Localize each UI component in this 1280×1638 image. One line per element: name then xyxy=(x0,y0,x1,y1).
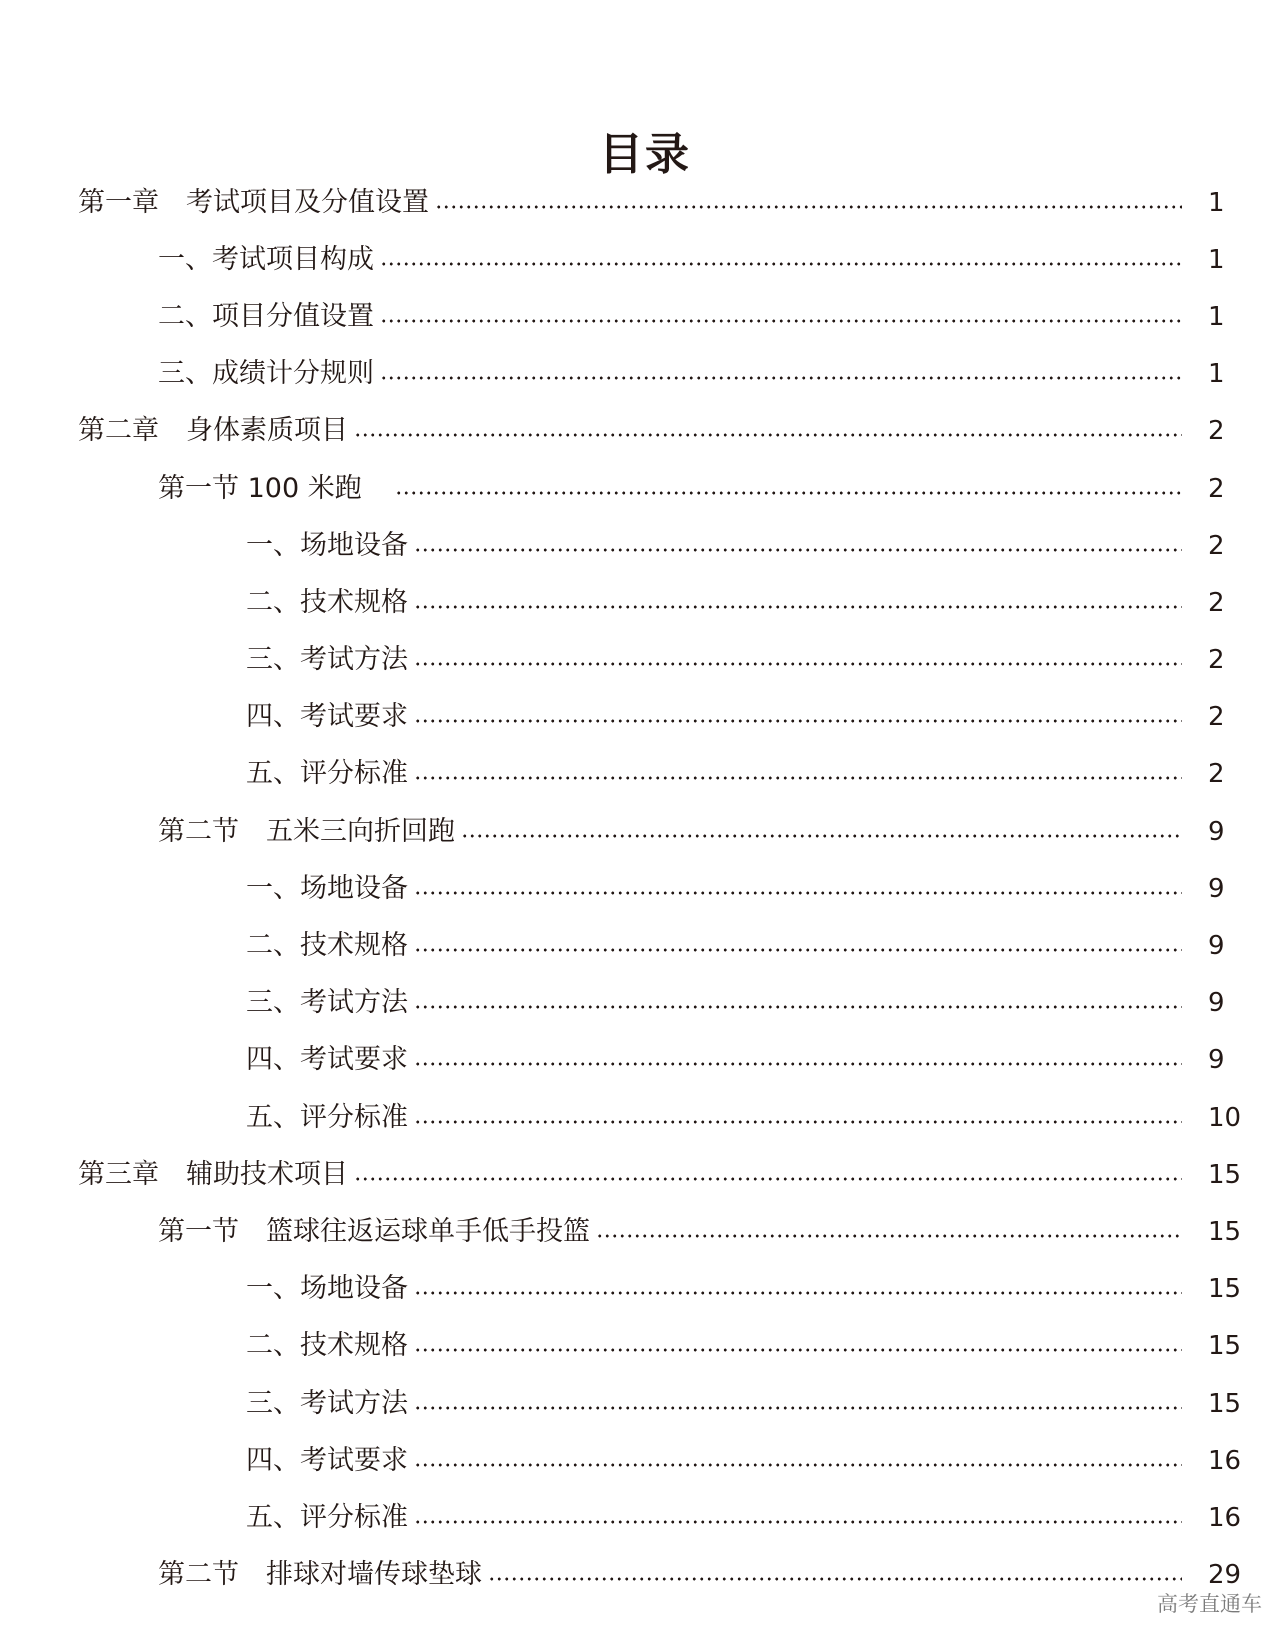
toc-subsection-entry xyxy=(0,1032,1280,1089)
toc-page-number: 2 xyxy=(1208,645,1225,676)
toc-subsection-entry xyxy=(0,1318,1280,1375)
toc-dot-leader xyxy=(414,662,1182,666)
toc-entry-label: 五、评分标准 xyxy=(246,1101,408,1133)
toc-dot-leader xyxy=(414,1406,1182,1410)
toc-section-entry xyxy=(0,288,1280,345)
toc-entry-label: 三、考试方法 xyxy=(246,1387,408,1419)
toc-entry-label: 第一节 100 米跑 xyxy=(158,472,389,504)
toc-page-number: 2 xyxy=(1208,759,1225,790)
toc-subsection-entry xyxy=(0,574,1280,631)
toc-entry-label: 三、成绩计分规则 xyxy=(158,358,374,390)
toc-page-number: 29 xyxy=(1208,1560,1242,1591)
toc-dot-leader xyxy=(380,319,1182,323)
toc-dot-leader xyxy=(354,433,1182,437)
toc-page-number: 9 xyxy=(1208,988,1225,1019)
toc-subsection-entry xyxy=(0,975,1280,1032)
toc-page-number: 1 xyxy=(1208,244,1225,275)
toc-page-number: 10 xyxy=(1208,1102,1242,1133)
toc-entry-label: 三、考试方法 xyxy=(246,644,408,676)
toc-subsection-entry xyxy=(0,517,1280,574)
toc-page-number: 16 xyxy=(1208,1502,1242,1533)
toc-entry-label: 第二节 排球对墙传球垫球 xyxy=(158,1559,482,1591)
toc-entry-label: 四、考试要求 xyxy=(246,701,408,733)
toc-dot-leader xyxy=(414,1005,1182,1009)
toc-dot-leader xyxy=(414,1062,1182,1066)
toc-dot-leader xyxy=(414,948,1182,952)
toc-page-number: 2 xyxy=(1208,416,1225,447)
toc-subsection-entry xyxy=(0,860,1280,917)
table-of-contents xyxy=(0,174,1280,1604)
toc-section-entry xyxy=(0,460,1280,517)
toc-dot-leader xyxy=(414,719,1182,723)
toc-dot-leader xyxy=(414,1463,1182,1467)
toc-dot-leader xyxy=(395,491,1182,495)
toc-section-entry xyxy=(0,803,1280,860)
toc-page-number: 15 xyxy=(1208,1216,1242,1247)
toc-entry-label: 四、考试要求 xyxy=(246,1444,408,1476)
toc-subsection-entry xyxy=(0,632,1280,689)
toc-entry-label: 二、技术规格 xyxy=(246,1330,408,1362)
toc-dot-leader xyxy=(414,1120,1182,1124)
toc-subsection-entry xyxy=(0,1089,1280,1146)
toc-page-number: 2 xyxy=(1208,473,1225,504)
toc-page-number: 9 xyxy=(1208,816,1225,847)
toc-entry-label: 第二章 身体素质项目 xyxy=(78,415,348,447)
toc-page-number: 2 xyxy=(1208,587,1225,618)
toc-page-number: 9 xyxy=(1208,931,1225,962)
toc-chapter-entry xyxy=(0,174,1280,231)
toc-page-number: 16 xyxy=(1208,1445,1242,1476)
toc-subsection-entry xyxy=(0,1261,1280,1318)
watermark: 高考直通车 xyxy=(1157,1592,1262,1616)
toc-page-number: 15 xyxy=(1208,1159,1242,1190)
toc-entry-label: 二、技术规格 xyxy=(246,930,408,962)
toc-subsection-entry xyxy=(0,746,1280,803)
toc-chapter-entry xyxy=(0,403,1280,460)
toc-page-number: 1 xyxy=(1208,301,1225,332)
toc-entry-label: 第三章 辅助技术项目 xyxy=(78,1158,348,1190)
toc-entry-label: 一、场地设备 xyxy=(246,529,408,561)
toc-page-number: 1 xyxy=(1208,187,1225,218)
toc-entry-label: 五、评分标准 xyxy=(246,758,408,790)
toc-page-number: 2 xyxy=(1208,702,1225,733)
toc-chapter-entry xyxy=(0,1146,1280,1203)
toc-section-entry xyxy=(0,1203,1280,1260)
toc-page-number: 9 xyxy=(1208,1045,1225,1076)
toc-entry-label: 四、考试要求 xyxy=(246,1044,408,1076)
toc-entry-label: 一、场地设备 xyxy=(246,872,408,904)
toc-entry-label: 第二节 五米三向折回跑 xyxy=(158,815,455,847)
toc-subsection-entry xyxy=(0,917,1280,974)
toc-subsection-entry xyxy=(0,1375,1280,1432)
toc-entry-label: 一、场地设备 xyxy=(246,1273,408,1305)
toc-dot-leader xyxy=(596,1234,1182,1238)
toc-page-number: 15 xyxy=(1208,1331,1242,1362)
toc-entry-label: 一、考试项目构成 xyxy=(158,243,374,275)
toc-entry-label: 五、评分标准 xyxy=(246,1501,408,1533)
toc-section-entry xyxy=(0,1547,1280,1604)
toc-dot-leader xyxy=(435,205,1182,209)
toc-subsection-entry xyxy=(0,689,1280,746)
toc-dot-leader xyxy=(461,834,1182,838)
toc-dot-leader xyxy=(414,605,1182,609)
toc-dot-leader xyxy=(414,548,1182,552)
toc-section-entry xyxy=(0,346,1280,403)
toc-dot-leader xyxy=(380,262,1182,266)
toc-page-number: 15 xyxy=(1208,1388,1242,1419)
toc-entry-label: 二、技术规格 xyxy=(246,586,408,618)
toc-dot-leader xyxy=(354,1177,1182,1181)
toc-dot-leader xyxy=(414,1520,1182,1524)
toc-entry-label: 三、考试方法 xyxy=(246,987,408,1019)
toc-entry-label: 第一节 篮球往返运球单手低手投篮 xyxy=(158,1215,590,1247)
toc-section-entry xyxy=(0,231,1280,288)
page-title: 目录 xyxy=(599,129,691,181)
toc-subsection-entry xyxy=(0,1432,1280,1489)
toc-dot-leader xyxy=(380,376,1182,380)
toc-entry-label: 第一章 考试项目及分值设置 xyxy=(78,186,429,218)
toc-page-number: 2 xyxy=(1208,530,1225,561)
toc-dot-leader xyxy=(414,1348,1182,1352)
toc-dot-leader xyxy=(414,891,1182,895)
toc-page-number: 1 xyxy=(1208,359,1225,390)
toc-dot-leader xyxy=(414,1291,1182,1295)
toc-page-number: 15 xyxy=(1208,1274,1242,1305)
toc-dot-leader xyxy=(414,776,1182,780)
toc-entry-label: 二、项目分值设置 xyxy=(158,300,374,332)
toc-subsection-entry xyxy=(0,1489,1280,1546)
toc-page-number: 9 xyxy=(1208,873,1225,904)
toc-dot-leader xyxy=(488,1577,1182,1581)
